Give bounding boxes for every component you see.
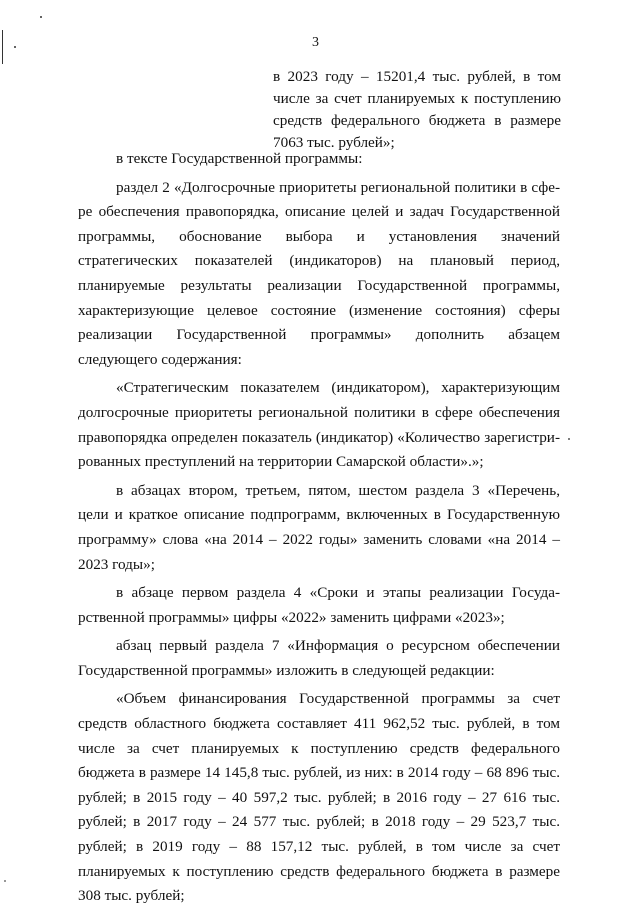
paragraph-section-3-amendment: в абзацах втором, третьем, пятом, шестом раздела 3 «Перечень, цели и краткое описание подпрограмм, включенных в Государственную программу» слова «на 2014 – 2022 годы» заменить словами «на 2014 – 2023 годы»; xyxy=(78,481,560,573)
paragraph-section-4-amendment: в абзаце первом раздела 4 «Сроки и этапы реализации Государственной программы» цифры «2022» заменить цифрами «2023»; xyxy=(78,584,560,626)
paragraph-strategic-indicator-quote: «Стратегическим показателем (индикатором), характеризующим долгосрочные приоритеты региональной политики в сфере обеспечения правопорядка определен показатель (индикатор) «Количество зарегистрированных преступлений на территории Самарской области».»; xyxy=(78,379,560,471)
paragraph-financing-quote: «Объем финансирования Государственной программы за счет средств областного бюджета составляет 411 962,52 тыс. рублей, в том числе за счет планируемых к поступлению средств федерального бюджета в размере 14 145,8 тыс. рублей, из них: в 2014 году – 68 896 тыс. рублей; в 2015 году – 40 597,2 тыс. рублей; в 2016 году – 27 616 тыс. рублей; в 2017 году – 24 577 тыс. рублей; в 2018 году – 29 523,7 тыс. рублей; в 2019 году – 88 157,12 тыс. рублей, в том числе за счет планируемых к поступлению средств федерального бюджета в размере 308 тыс. рублей; xyxy=(78,690,560,905)
page-number: 3 xyxy=(312,35,319,50)
paragraph-section-7-amendment: абзац первый раздела 7 «Информация о ресурсном обеспечении Государственной программы» изложить в следующей редакции: xyxy=(78,637,560,679)
paragraph-program-text-intro: в тексте Государственной программы: xyxy=(116,150,363,167)
scan-speck xyxy=(4,880,6,882)
paragraph-section-2-amendment: раздел 2 «Долгосрочные приоритеты региональной политики в сфере обеспечения правопорядка, описание целей и задач Государственной программы, обоснование выбора и установления значений стратегических показателей (индикаторов) на плановый период, планируемые результаты реализации Государственной программы, характеризующие целевое состояние (изменение состояния) сферы реализации Государственной программы» дополнить абзацем следующего содержания: xyxy=(78,178,560,368)
continued-quote-block: в 2023 году – 15201,4 тыс. рублей, в том числе за счет планируемых к поступлению средств федерального бюджета в размере 7063 тыс. рублей»; xyxy=(273,68,561,151)
scan-speck xyxy=(568,438,570,440)
document-body xyxy=(78,147,560,913)
scan-speck xyxy=(40,16,42,18)
